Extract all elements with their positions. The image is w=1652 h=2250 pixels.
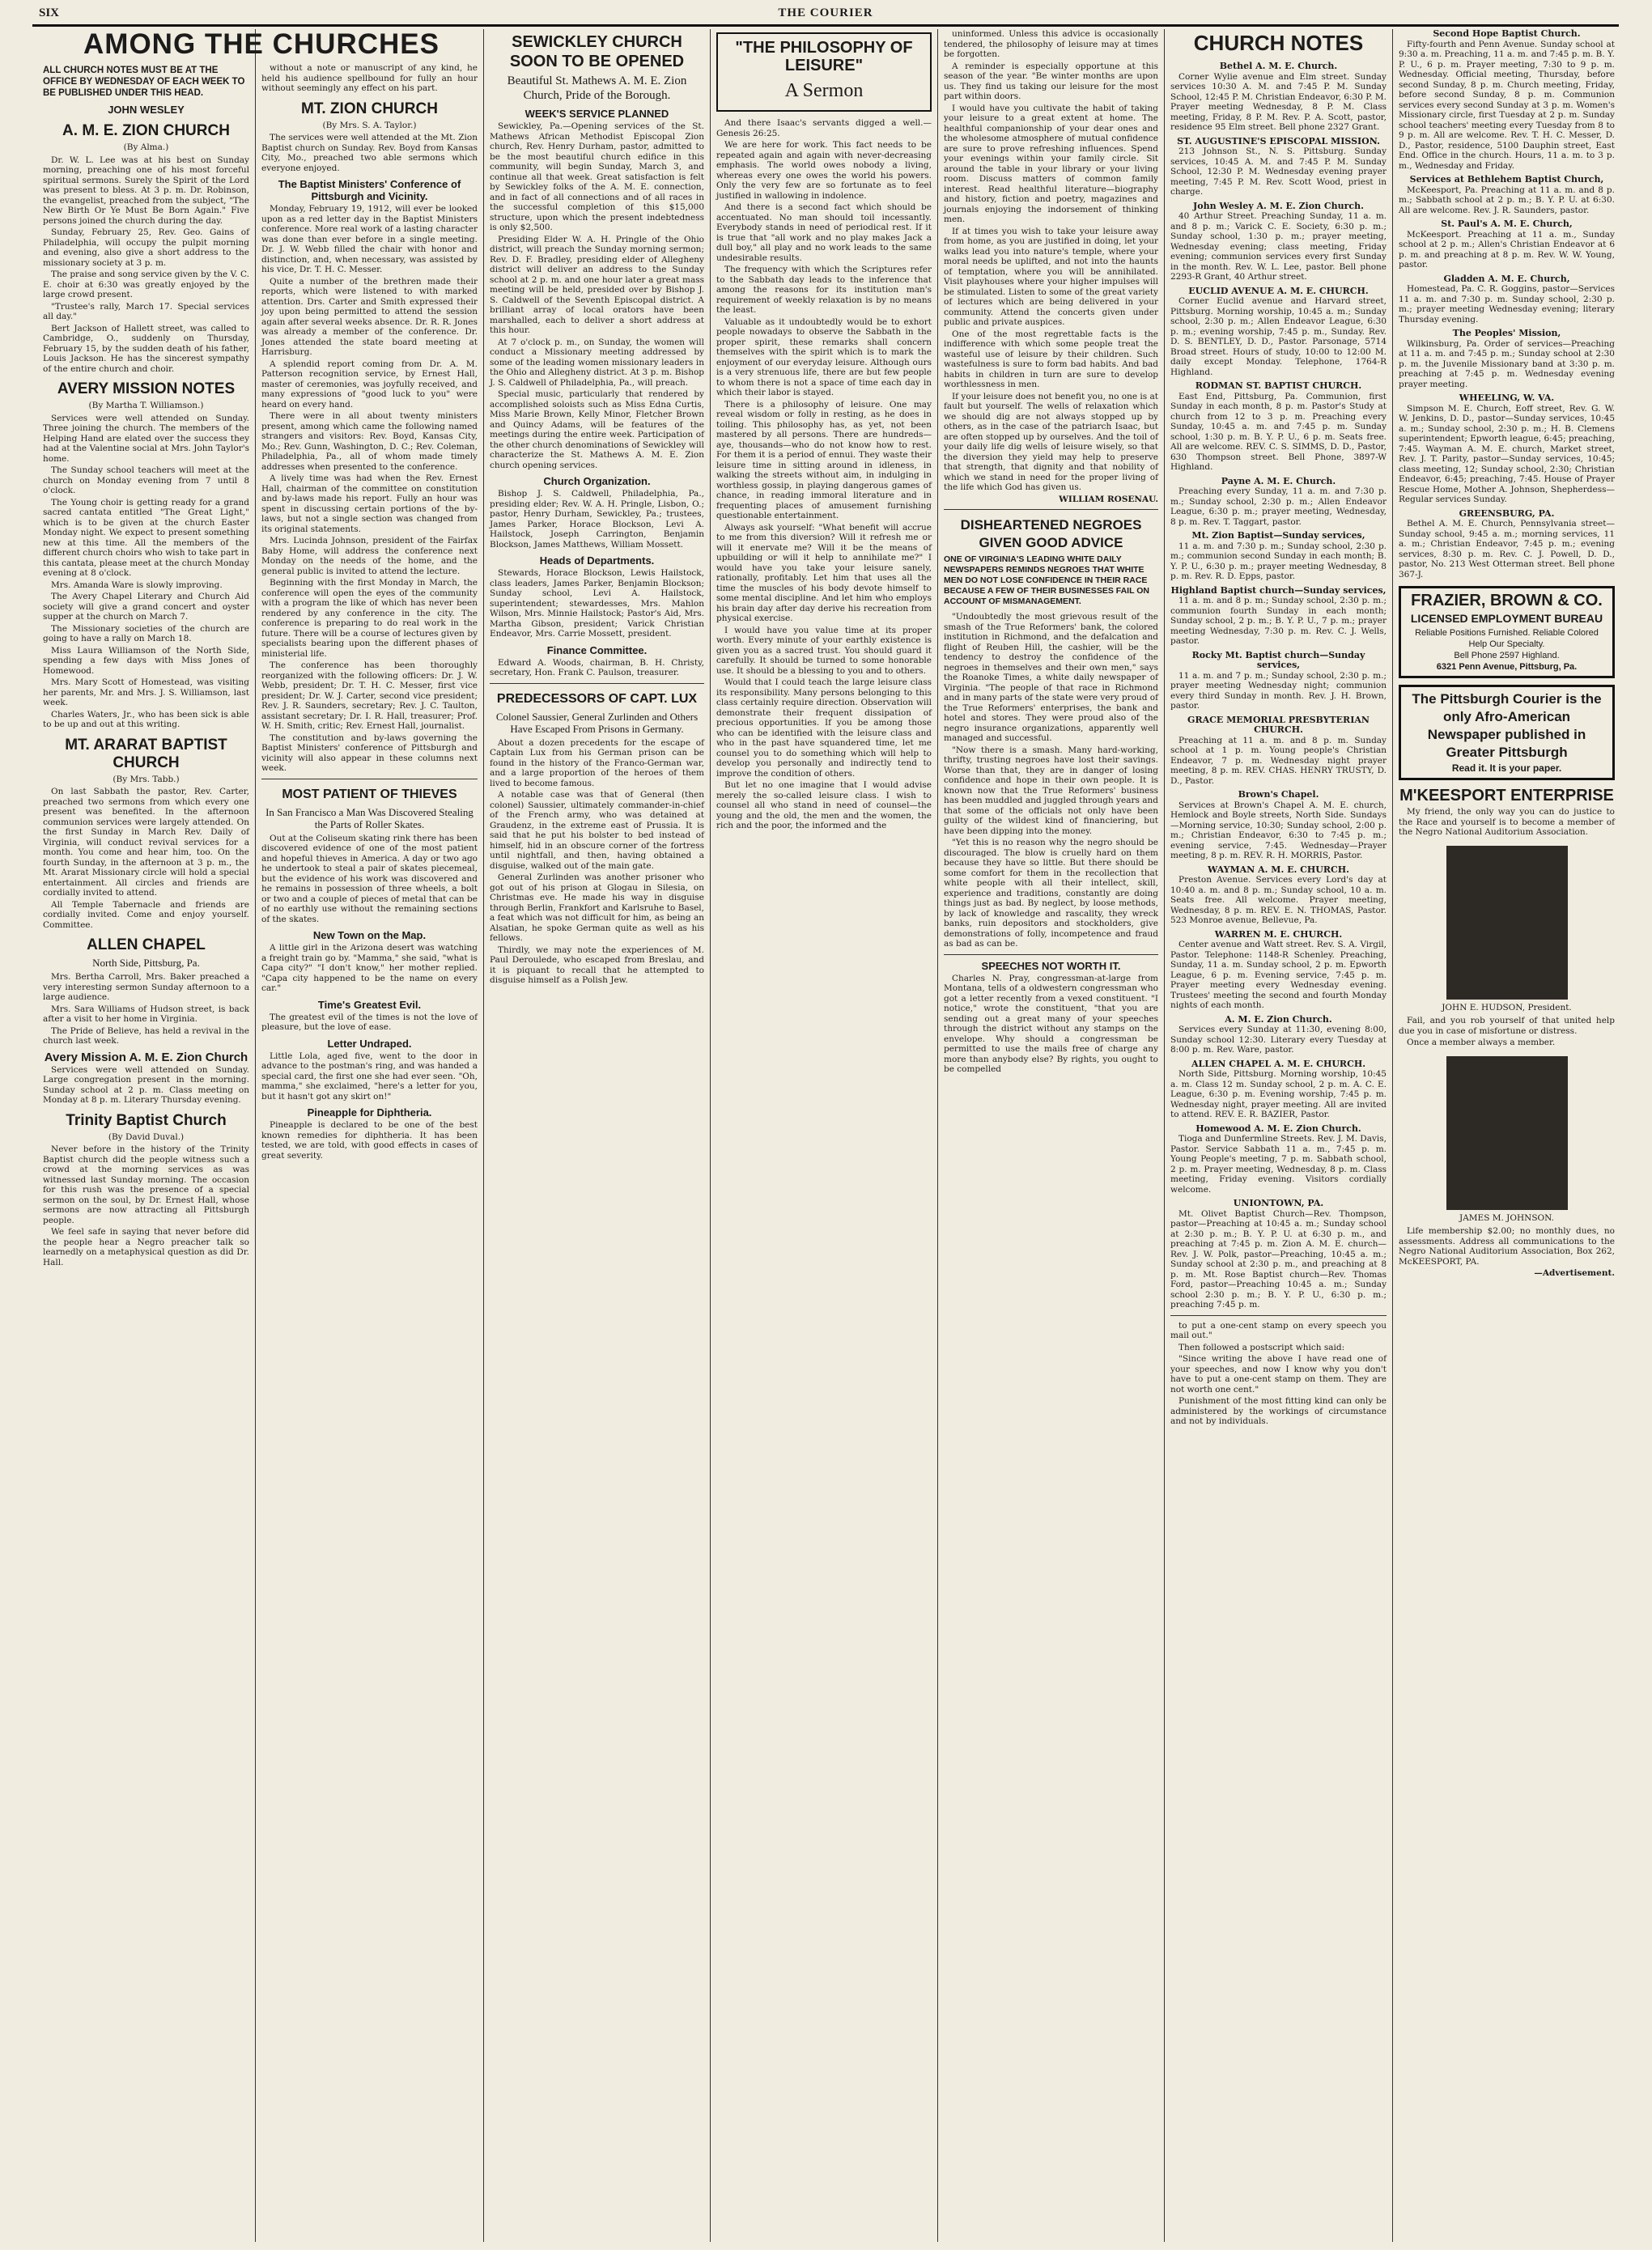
ad-subtext: Read it. It is your paper. bbox=[1451, 762, 1562, 774]
church-listing bbox=[1399, 509, 1615, 580]
paragraph: Miss Laura Williamson of the North Side, spending a few days with Miss Jones of Homewood. bbox=[43, 645, 249, 676]
paragraph: The Sunday school teachers will meet at the church on Monday evening from 7 until 8 o'clock. bbox=[43, 465, 249, 495]
church-schedule: Tioga and Dunfermline Streets. Rev. J. M. Davis, Pastor. Service Sabbath 11 a. m., 7:45 p. m. Young People's meeting, 7 p. m. Sabbath school, 2 p. m. Prayer meeting, Wednesday, 8 p. m. Class meeting, Friday evening. Visitors cordially welcome. bbox=[1170, 1134, 1387, 1195]
article-subhead: North Side, Pittsburg, Pa. bbox=[92, 957, 200, 969]
article-headline: "THE PHILOSOPHY OF LEISURE" bbox=[735, 39, 913, 74]
church-name: GREENSBURG, PA. bbox=[1459, 507, 1555, 519]
section-headline: AMONG THE CHURCHES bbox=[83, 28, 440, 60]
paragraph: The Young choir is getting ready for a grand sacred cantata entitled "The Great Light," which is to be given at the church Easter Monday night. We expect to present something new at this time. All the members of the different church choirs who wish to take part in this cantata, please meet at the church Monday evening at 8 o'clock. bbox=[43, 497, 249, 578]
paragraph: Little Lola, aged five, went to the door in advance to the postman's ring, and was handed a special card, the first one she had ever seen. "Oh, mamma," she exclaimed, "here's a letter for you, but it hasn't got any skirt on!" bbox=[261, 1051, 478, 1102]
paragraph: Punishment of the most fitting kind can only be administered by the workings of circumstance and not by individuals. bbox=[1170, 1396, 1387, 1426]
church-listing bbox=[1170, 202, 1387, 282]
paragraph: One of the most regrettable facts is the indifference with which some people treat the wasteful use of leisure by their children. Such wastefulness is sure to form bad habits. And bad habits in children in turn are sure to develop worthlessness in men. bbox=[944, 329, 1158, 389]
article-headline: MOST PATIENT OF THIEVES bbox=[282, 787, 457, 801]
church-schedule: North Side, Pittsburg. Morning worship, 10:45 a. m. Class 12 m. Sunday school, 2 p. m. A. C. E. League, 6:30 p. m. Evening worship, 7:45 p. m. Wednesday night, prayer meeting. All are invited to attend. REV. E. R. BAZIER, Pastor. bbox=[1170, 1069, 1387, 1119]
church-listing bbox=[1399, 219, 1615, 270]
column-rule bbox=[937, 29, 938, 2242]
article-headline: Trinity Baptist Church bbox=[66, 1111, 227, 1129]
paragraph: "Undoubtedly the most grievous result of the smash of the True Reformers' bank, the colored institution in Richmond, and the defalcation and flight of Reuben Hill, the cashier, will be the tendency to destroy the confidence of the negroes in themselves and their own men," says the Roanoke Times, a white daily newspaper of Virginia. "The people of that race in Richmond and in many parts of the state were very proud of the True Reformers' enterprises, the bank and hotel and stores. They were proud also of the negro insurance organizations, apparently well managed and successful. bbox=[944, 612, 1158, 743]
article-subhead: Beautiful St. Mathews A. M. E. Zion Church, Pride of the Borough. bbox=[507, 74, 687, 102]
paragraph: Never before in the history of the Trinity Baptist church did the people witness such a crowd at the morning services as was witnessed last Sunday morning. The occasion for this rush was the presence of a special sermon on the soul, by Dr. Ernest Hall, whose sermons are now attracting all Pittsburgh people. bbox=[43, 1144, 249, 1225]
paragraph: I would have you cultivate the habit of taking your leisure to a great extent at home. The healthful companionship of your dear ones and the wholesome atmosphere of mutual confidence are sure to prove refreshing influences. Spend your evenings within your family circle. Sit around the table in your library or your living room. Discuss matters of common family interest. Read healthful literature—biography and history, fiction and poetry, magazines and journals enjoying the indorsement of thinking men. bbox=[944, 103, 1158, 224]
paragraph: uninformed. Unless this advice is occasionally tendered, the philosophy of leisure may at times be forgotten. bbox=[944, 29, 1158, 59]
paragraph: Then followed a postscript which said: bbox=[1178, 1342, 1345, 1352]
article-headline: Time's Greatest Evil. bbox=[317, 998, 422, 1011]
page-number: SIX bbox=[39, 6, 60, 19]
paragraph: There is a philosophy of leisure. One may reveal wisdom or folly in resting, as he does in toiling. This philosophy has, as yet, not been mastered by all persons. There are hundreds—aye, thousands—who do not know how to rest. For them it is a period of ennui. They waste their leisure time in sitting around in idleness, in walking the streets without aim, in indulging in worthless gossip, in playing dangerous games of chance, in reading immoral literature and in frequenting places of amusement furnishing questionable entertainment. bbox=[716, 399, 932, 520]
church-listing bbox=[1399, 175, 1615, 215]
paragraph: Edward A. Woods, chairman, B. H. Christy, secretary, Hon. Frank C. Paulson, treasurer. bbox=[490, 657, 704, 677]
church-listing bbox=[1399, 393, 1615, 505]
church-name: Rocky Mt. Baptist church—Sunday services, bbox=[1191, 649, 1365, 670]
paragraph: Life membership $2.00; no monthly dues, no assessments. Address all communications to the Negro National Auditorium Association, Box 262, McKEESPORT, PA. bbox=[1399, 1226, 1615, 1267]
paragraph: The Avery Chapel Literary and Church Aid society will give a grand concert and oyster supper at the church on March 7. bbox=[43, 592, 249, 622]
paragraph: And there Isaac's servants digged a well.—Genesis 26:25. bbox=[716, 118, 932, 138]
church-name: UNIONTOWN, PA. bbox=[1233, 1198, 1324, 1208]
church-schedule: 213 Johnson St., N. S. Pittsburg. Sunday services, 10:45 A. M. and 7:45 P. M. Sunday School, 12:30 P. M. Wednesday evening prayer meeting, 7:45 P. M. Rev. Scott Wood, priest in charge. bbox=[1170, 146, 1387, 197]
church-listing bbox=[1170, 586, 1387, 647]
paragraph: My friend, the only way you can do justice to the Race and yourself is to become a member of the Negro National Auditorium Association. bbox=[1399, 807, 1615, 837]
church-listing bbox=[1170, 137, 1387, 197]
paragraph: Sewickley, Pa.—Opening services of the St. Mathews African Methodist Episcopal Zion church, Rev. Henry Durham, pastor, admitted to be the most beautiful church edifice in this community, will begin Sunday, March 3, and continue all that week. Great satisfaction is felt by Sewickley folks of the A. M. E. connection, and in fact of all connections and of all races in the successful completion of this $15,000 structure, upon which the present indebtedness is only $2,500. bbox=[490, 121, 704, 232]
paragraph: Mrs. Bertha Carroll, Mrs. Baker preached a very interesting sermon Sunday afternoon to a large audience. bbox=[43, 972, 249, 1002]
article-deck: ONE OF VIRGINIA'S LEADING WHITE DAILY NEWSPAPERS REMINDS NEGROES THAT WHITE MEN DO NOT LOSE CONFIDENCE IN THEIR RACE BECAUSE A FEW OF THEIR BUSINESSES FAIL ON ACCOUNT OF MISMANAGEMENT. bbox=[944, 554, 1149, 606]
church-name: Bethel A. M. E. Church. bbox=[1219, 61, 1338, 71]
column-rule bbox=[710, 29, 711, 2242]
church-name: ST. AUGUSTINE'S EPISCOPAL MISSION. bbox=[1177, 135, 1380, 146]
paragraph: Bert Jackson of Hallett street, was called to Cambridge, O., suddenly on Thursday, February 15, by the sudden death of his father, Louis Jackson. He has the sincerest sympathy of the entire church and choir. bbox=[43, 323, 249, 374]
church-name: Mt. Zion Baptist—Sunday services, bbox=[1191, 530, 1365, 541]
church-name: Payne A. M. E. Church. bbox=[1221, 475, 1336, 486]
paragraph: If your leisure does not benefit you, no one is at fault but yourself. The wells of relaxation which we should dig are not always stopped up by others, as in the case of the patriarch Isaac, but are often stopped up by ourselves. And the toil of your daily life dig wells of leisure wisely, so that the diversion they yield may help to preserve that strength, that dignity and that nobility of which we stand in need for the proper living of the life which God has given us. bbox=[944, 391, 1158, 492]
paragraph: I would have you value time at its proper worth. Every minute of your earthly existence is given you as a sacred trust. You should guard it carefully. It should be turned to some honorable use. It should be a blessing to you and to others. bbox=[716, 625, 932, 676]
column-rule bbox=[1392, 29, 1393, 2242]
paragraph: "Yet this is no reason why the negro should be discouraged. The blow is cruelly hard on them because they have so little. But there should be some comfort for them in the recollection that white people with all their intellect, skill, experience and traditions, constantly are doing things just as bad. By neglect, by loose methods, by lack of knowledge and rascality, they wreck banks, ruin depositors and stockholders, give demonstrations of folly, incompetence and fraud as bad as can be. bbox=[944, 838, 1158, 949]
church-name: WHEELING, W. VA. bbox=[1459, 393, 1555, 403]
column-4 bbox=[712, 29, 936, 2242]
byline: (By Martha T. Williamson.) bbox=[88, 401, 204, 410]
article-headline: ALLEN CHAPEL bbox=[87, 936, 206, 953]
paragraph: The constitution and by-laws governing the Baptist Ministers' conference of Pittsburgh and vicinity will also appear in these columns next week. bbox=[261, 732, 478, 773]
paragraph: "Now there is a smash. Many hard-working, thrifty, trusting negroes have lost their savings. Worse than that, they are in danger of losing confidence and hope in their own people. It is known now that the True Reformers' business has been muddled and juggled through years and that some of the officials not only have been guilty of the wildest kind of financiering, but have been dipping into the money. bbox=[944, 745, 1158, 836]
paragraph: Mrs. Mary Scott of Homestead, was visiting her parents, Mr. and Mrs. J. S. Williamson, last week. bbox=[43, 677, 249, 707]
byline: (By Alma.) bbox=[123, 142, 169, 152]
church-listing bbox=[1170, 287, 1387, 378]
divider bbox=[490, 683, 704, 684]
article-subhead: In San Francisco a Man Was Discovered Stealing the Parts of Roller Skates. bbox=[265, 805, 474, 830]
ad-subtitle: LICENSED EMPLOYMENT BUREAU bbox=[1410, 612, 1603, 625]
divider bbox=[1170, 1315, 1387, 1316]
church-schedule: 11 a. m. and 7 p. m.; Sunday school, 2:30 p. m.; prayer meeting Wednesday night; communion every third Sunday in month. Rev. J. H. Brown, pastor. bbox=[1170, 670, 1387, 711]
paragraph: All Temple Tabernacle and friends are cordially invited. Come and enjoy yourself. Committee. bbox=[43, 899, 249, 930]
ad-text: Reliable Positions Furnished. Reliable Colored Help Our Specialty. bbox=[1415, 628, 1599, 649]
church-listing bbox=[1170, 1199, 1387, 1310]
author-signature: WILLIAM ROSENAU. bbox=[1059, 494, 1158, 504]
paragraph: "Trustee's rally, March 17. Special services all day." bbox=[43, 301, 249, 321]
paragraph: A reminder is especially opportune at this season of the year. "Be winter months are upon us. They find us taking our leisure for the most part within doors. bbox=[944, 61, 1158, 101]
paragraph: Charles N. Pray, congressman-at-large from Montana, tells of a oldwestern congressman who got a letter recently from a vexed constituent. "I notice," wrote the constituent, "that you are sending out a great many of your speeches through the district without any stamps on the envelope. Why should a congressman be permitted to use the mails free of charge any more than anybody else? By rights, you ought to be compelled bbox=[944, 973, 1158, 1074]
paragraph: Would that I could teach the large leisure class its responsibility. Many persons belonging to this class certainly require direction. Observation will demonstrate their frequent dissipation of precious opportunities. If you be among those who can be identified with the leisure class and who in the past have squandered time, let me counsel you to do something which will help to develop you personally and indirectly tend to improve the condition of others. bbox=[716, 677, 932, 779]
article-headline: Letter Undraped. bbox=[327, 1037, 412, 1050]
paragraph: The services were well attended at the Mt. Zion Baptist church on Sunday. Rev. Boyd from Kansas City, Mo., preached two able sermons which everyone enjoyed. bbox=[261, 133, 478, 173]
byline: (By David Duval.) bbox=[108, 1131, 185, 1142]
paragraph: Beginning with the first Monday in March, the conference will open the eyes of the community with a program the like of which has never been rendered by any conference in the city. The conference is preparing to do real work in the future. There will be a course of lectures given by specialists bearing upon the different phases of ministerial life. bbox=[261, 578, 478, 659]
paragraph: Services were well attended on Sunday. Large congregation present in the morning. Sunday school at 2 p. m. Class meeting on Monday at 8 p. m. Literary Thursday evening. bbox=[43, 1064, 249, 1105]
paragraph: Mrs. Sara Williams of Hudson street, is back after a visit to her home in Virginia. bbox=[43, 1004, 249, 1024]
church-name: A. M. E. Zion Church. bbox=[1225, 1013, 1332, 1025]
article-headline: A. M. E. ZION CHURCH bbox=[62, 122, 230, 139]
paragraph: And there is a second fact which should be accentuated. No man should toil incessantly. Everybody stands in need of periodical rest. If it is true that "all work and no play makes Jack a dull boy," all play and no work leads to the same undesirable results. bbox=[716, 202, 932, 263]
church-schedule: Preston Avenue. Services every Lord's day at 10:40 a. m. and 8 p. m.; Sunday school, 10 a. m. Seats free. All welcome. Prayer meeting, Wednesday, 8 p. m. REV. E. N. THOMAS, Pastor. 523 Monroe avenue, Bellevue, Pa. bbox=[1170, 875, 1387, 925]
church-schedule: McKeesport. Preaching at 11 a. m., Sunday school at 2 p. m.; Allen's Christian Endeavor at 6 p. m. and preaching at 8 p. m. Rev. W. W. Young, pastor. bbox=[1399, 229, 1615, 270]
church-name: Brown's Chapel. bbox=[1238, 789, 1319, 800]
paper-name: THE COURIER bbox=[778, 6, 873, 19]
paragraph: A little girl in the Arizona desert was watching a freight train go by. "Mamma," she said, "what is Capa city?" "I don't know," her mother replied. "Capa city happened to be the name on every car." bbox=[261, 943, 478, 993]
article-headline: SPEECHES NOT WORTH IT. bbox=[981, 959, 1121, 972]
church-schedule: Corner Euclid avenue and Harvard street, Pittsburg. Morning worship, 10:45 a. m.; Sunday school, 2:30 p. m.; Allen Endeavor League, 6:30 p. m.; evening worship, 7:45 p. m., Sunday. Rev. D. S. BENTLEY, D. D., Pastor. Parsonage, 5714 Broad street. Hours of study, 10:00 to 12:00 M. daily except Monday. Telephone, 1764-R Highland. bbox=[1170, 296, 1387, 377]
church-schedule: Preaching at 11 a. m. and 8 p. m. Sunday school at 1 p. m. Young people's Christian Endeavor, 7 p. m. Wednesday night prayer meeting, 8 p. m. REV. CHAS. HENRY TRUSTY, D. D., Pastor. bbox=[1170, 735, 1387, 786]
church-listing bbox=[1170, 930, 1387, 1011]
church-name: Second Hope Baptist Church. bbox=[1433, 28, 1581, 39]
article-headline: MT. ARARAT BAPTIST CHURCH bbox=[65, 736, 227, 771]
paragraph: Sunday, February 25, Rev. Geo. Gains of Philadelphia, will occupy the pulpit morning and evening, also give a short address to the missionary society at 3 p. m. bbox=[43, 227, 249, 268]
church-listings bbox=[1399, 29, 1615, 579]
paragraph: without a note or manuscript of any kind, he held his audience spellbound for fully an hour without seemingly any effect on his part. bbox=[261, 63, 478, 93]
church-schedule: East End, Pittsburg, Pa. Communion, first Sunday in each month, 8 p. m. Pastor's Study at church from 12 to 3 p. m. Preaching every Sunday, 10:45 a. m. and 7:45 p. m. Sunday school, 1:30 p. m. B. Y. P. U., 6 p. m. Seats free. All are welcome. REV. C. S. SIMMS, D. D., Pastor, 630 Thompson street. Bell Phone, 3897-W Highland. bbox=[1170, 391, 1387, 472]
church-schedule: Corner Wylie avenue and Elm street. Sunday services 10:30 A. M. and 7:45 P. M. Sunday School, 12:45 P. M. Christian Endeavor, 6:30 P. M. Prayer meeting Wednesday, 8 P. M. Class meeting, Friday, 8 P. M. Rev. P. A. Scott, pastor, residence 95 Elm street. Bell phone 2327 Grant. bbox=[1170, 71, 1387, 132]
church-listing bbox=[1170, 715, 1387, 787]
church-listing bbox=[1170, 651, 1387, 711]
paragraph: We feel safe in saying that never before did the people hear a Negro preacher talk so learnedly on a metaphysical question as did Dr. Hall. bbox=[43, 1227, 249, 1267]
paragraph: A notable case was that of General (then colonel) Saussier, ultimately commander-in-chief of the French army, who was detained at Graudenz, in the extreme east of Prussia. It is said that he put his bolster to bed instead of himself, hid in an obscure corner of the fortress until nightfall, and then, having obtained a disguise, walked out of the main gate. bbox=[490, 790, 704, 871]
portrait-photo bbox=[1446, 846, 1568, 1000]
paragraph: Bishop J. S. Caldwell, Philadelphia, Pa., presiding elder; Rev. W. A. H. Pringle, Lisbon, O.; pastor, Henry Durham, Sewickley, Pa.; trustees, James Parker, Horace Blockson, Levi A. Hailstock, Joseph Carrington, Benjamin Blockson, James Matthews, William Mossett. bbox=[490, 489, 704, 550]
paragraph: Mrs. Amanda Ware is slowly improving. bbox=[51, 579, 223, 590]
article-headline: The Baptist Ministers' Conference of Pittsburgh and Vicinity. bbox=[278, 178, 461, 202]
paragraph: Mrs. Lucinda Johnson, president of the Fairfax Baby Home, will address the conference next Monday on the needs of the home, and the general public is invited to attend the lecture. bbox=[261, 536, 478, 576]
paragraph: General Zurlinden was another prisoner who got out of his prison at Glogau in Silesia, on Christmas eve. He made his way in disguise through Berlin, Frankfort and Karlsruhe to Basel, a feat which was not difficult for him, as being an Alsatian, he spoke German quite as well as his fellows. bbox=[490, 872, 704, 943]
paragraph: Dr. W. L. Lee was at his best on Sunday morning, preaching one of his most forceful spiritual sermons. Surely the Spirit of the Lord was present to bless. At 3 p. m. Dr. Robinson, the evangelist, preached from the subject, "The New Birth Or Ye Must Be Born Again." Five persons joined the church during the day. bbox=[43, 155, 249, 226]
paragraph: We are here for work. This fact needs to be repeated again and again with never-decreasing emphasis. The world owes nobody a living, whereas every one owes the world his powers. Only the very few are so fortunate as to feel justified in wallowing in indolence. bbox=[716, 140, 932, 201]
church-schedule: Mt. Olivet Baptist Church—Rev. Thompson, pastor—Preaching at 10:45 a. m.; Sunday school at 2:30 p. m.; B. Y. P. U. at 6:30 p. m., and preaching at 7:45 p. m. Zion A. M. E. church—Rev. J. W. Polk, pastor—Preaching, 10:45 a. m.; Sunday school at 2:30 p. m., and preaching at 8 p. m. Mt. Rose Baptist church—Rev. Thomas Ford, pastor—Preaching 10:45 a. m.; Sunday school 2:30 p. m.; B. Y. P. U., 6:30 p. m.; preaching 7:45 p. m. bbox=[1170, 1208, 1387, 1310]
church-name: EUCLID AVENUE A. M. E. CHURCH. bbox=[1188, 285, 1369, 296]
article-subhead: Colonel Saussier, General Zurlinden and Others Have Escaped From Prisons in Germany. bbox=[495, 710, 699, 735]
church-listing bbox=[1170, 1059, 1387, 1120]
paragraph: Stewards, Horace Blockson, Lewis Hailstock, class leaders, James Parker, Benjamin Blockson; Sunday school, Levi A. Hailstock, superintendent; stewardesses, Mrs. Mahlon Wilson, Mrs. Minnie Hailstock; Pastor's Aid, Mrs. Martha Gibson, president; Varick Christian Endeavor, Mrs. Carrie Mossett, president. bbox=[490, 568, 704, 639]
article-kicker: JOHN WESLEY bbox=[108, 104, 185, 116]
church-listing bbox=[1170, 865, 1387, 926]
paragraph: Special music, particularly that rendered by accomplished soloists such as Miss Edna Curtis, Miss Marie Brown, Kelly Minor, Fletcher Brown and Quincy Adams, will be features of the meetings during the entire week. Participation of the other church denominations of Sewickley will characterize the St. Mathews A. M. E. Zion church opening services. bbox=[490, 389, 704, 470]
divider bbox=[944, 509, 1158, 510]
paragraph: Out at the Coliseum skating rink there has been discovered evidence of one of the most patient and hopeful thieves in America. A day or two ago he undertook to steal a pair of skates piecemeal, but the evidence of his work was discovered and he remains in possession of three wheels, a bolt or two and a couple of pieces of metal that can be of no earthly use without the remaining sections of the skates. bbox=[261, 833, 478, 924]
church-name: WARREN M. E. CHURCH. bbox=[1214, 928, 1343, 940]
church-schedule: 11 a. m. and 7:30 p. m.; Sunday school, 2:30 p. m.; communion second Sunday in each month; B. Y. P. U., 6:30 p. m.; prayer meeting Wednesday, 8 p. m. Rev. R. D. Epps, pastor. bbox=[1170, 541, 1387, 581]
church-listing bbox=[1399, 274, 1615, 325]
photo-caption: JOHN E. HUDSON, President. bbox=[1442, 1002, 1572, 1012]
ad-phone: Bell Phone 2597 Highland. bbox=[1454, 651, 1560, 660]
paragraph: A splendid report coming from Dr. A. M. Patterson recognition service, by Ernest Hall, master of ceremonies, was joyfully received, and many expressions of "good luck to you" were heard on every hand. bbox=[261, 359, 478, 410]
church-listing bbox=[1170, 531, 1387, 582]
church-name: Homewood A. M. E. Zion Church. bbox=[1195, 1123, 1361, 1134]
column-5 bbox=[940, 29, 1162, 2242]
church-schedule: Services every Sunday at 11:30, evening 8:00, Sunday school 12:30. Literary every Tuesday at 8:00 p. m. Rev. Ware, pastor. bbox=[1170, 1025, 1387, 1055]
paragraph: "Since writing the above I have read one of your speeches, and now I know why you don't have to put a one-cent stamp on them. They are not worth one cent." bbox=[1170, 1354, 1387, 1395]
paragraph: The Pride of Believe, has held a revival in the church last week. bbox=[43, 1025, 249, 1046]
ad-address: 6321 Penn Avenue, Pittsburg, Pa. bbox=[1436, 662, 1578, 672]
article-headline: AVERY MISSION NOTES bbox=[57, 380, 236, 397]
church-schedule: Wilkinsburg, Pa. Order of services—Preaching at 11 a. m. and 7:45 p. m.; Sunday school at 2:30 p. m. the Juvenile Missionary band at 3:30 p. m. preaching at 7:45 p. m. Wednesday evening prayer meeting. bbox=[1399, 338, 1615, 389]
church-listing bbox=[1170, 790, 1387, 861]
paragraph: Pineapple is declared to be one of the best known remedies for diphtheria. It has been tested, we are told, with good effects in cases of great severity. bbox=[261, 1120, 478, 1161]
church-name: WAYMAN A. M. E. CHURCH. bbox=[1207, 864, 1350, 875]
column-3 bbox=[486, 29, 708, 2242]
church-listing bbox=[1170, 1015, 1387, 1055]
church-listing bbox=[1399, 29, 1615, 171]
article-headline: New Town on the Map. bbox=[312, 929, 427, 941]
church-schedule: 11 a. m. and 8 p. m.; Sunday school, 2:30 p. m.; communion fourth Sunday in each month; Sunday school, 2 p. m.; B. Y. P. U., 7 p. m.; prayer meeting Wednesday, 7:30 p. m. Rev. C. J. Wells, pastor. bbox=[1170, 596, 1387, 646]
section-headline: M'KEESPORT ENTERPRISE bbox=[1399, 787, 1614, 804]
article-headline: Finance Committee. bbox=[546, 643, 648, 656]
paragraph: There were in all about twenty ministers present, among which came the following named strangers and visitors: Rev. Boyd, Kansas City, Mo.; Rev. Gunn, Washington, D. C.; Rev. Coleman, Philadelphia, Pa., all of whom made timely addresses when presented to the conference. bbox=[261, 411, 478, 472]
church-schedule: Homestead, Pa. C. R. Goggins, pastor—Services 11 a. m. and 7:30 p. m. Sunday school, 2:30 p. m.; prayer meeting Wednesday evening; literary Thursday evening. bbox=[1399, 284, 1615, 325]
paragraph: The Missionary societies of the church are going to have a rally on March 18. bbox=[43, 623, 249, 643]
ad-signature: —Advertisement. bbox=[1534, 1268, 1615, 1278]
ad-title: FRAZIER, BROWN & CO. bbox=[1411, 592, 1603, 609]
column-7 bbox=[1395, 29, 1619, 2242]
article-headline: Pineapple for Diphtheria. bbox=[307, 1106, 432, 1119]
paragraph: Thirdly, we may note the experiences of M. Paul Deroulede, who escaped from Breslau, and it is piquant to recall that he attempted to disguise himself as a Polish Jew. bbox=[490, 945, 704, 985]
paragraph: Valuable as it undoubtedly would be to exhort people nowadays to observe the Sabbath in the proper spirit, these remarks shall concern themselves with the spirit which is to mark the enjoyment of our everyday leisure. Although ours is a very strenuous life, there are but few people to whom there is not a space of time each day in which their labor is stayed. bbox=[716, 316, 932, 397]
church-schedule: Preaching every Sunday, 11 a. m. and 7:30 p. m.; Sunday school, 2:30 p. m.; Allen Endeavor League, 6:30 p. m.; prayer meeting, Wednesday, 8 p. m. Rev. T. Taggart, pastor. bbox=[1170, 486, 1387, 527]
column-rule bbox=[1164, 29, 1165, 2242]
byline: (By Mrs. Tabb.) bbox=[113, 774, 180, 784]
church-schedule: Simpson M. E. Church, Eoff street, Rev. G. W. W. Jenkins, D. D., pastor—Sunday services, 10:45 a. m.; Sunday school, 2:30 p. m.; H. B. Clemens superintendent; Epworth league, 6:45; preaching, 7:45. Wayman A. M. E. church, Market street, Rev. J. T. Parity, pastor—Sunday services, 10:45; class meeting, 12; Sunday school, 2:30; Christian Endeavor, 6:45; preaching, 7:45. House of Prayer Rescue Home, Mother A. Johnson, Shepherdess—Regular services Sunday. bbox=[1399, 403, 1615, 504]
paragraph: to put a one-cent stamp on every speech you mail out." bbox=[1170, 1320, 1387, 1340]
employment-bureau-ad bbox=[1399, 586, 1615, 678]
courier-ad bbox=[1399, 685, 1615, 780]
church-name: Highland Baptist church—Sunday services, bbox=[1170, 584, 1387, 596]
article-headline: DISHEARTENED NEGROES GIVEN GOOD ADVICE bbox=[960, 517, 1142, 550]
column-rule bbox=[255, 29, 256, 2242]
byline: (By Mrs. S. A. Taylor.) bbox=[322, 120, 417, 130]
ad-text: The Pittsburgh Courier is the only Afro-American Newspaper published in Greater Pittsburgh bbox=[1412, 691, 1602, 760]
paragraph: The conference has been thoroughly reorganized with the following officers: Dr. J. W. Webb, president; Dr. T. H. C. Messer, first vice president; Dr. W. J. Carter, second vice president; Rev. J. R. Saunders, secretary; Rev. J. C. Taulton, assistant secretary; Dr. I. R. Hall, treasurer; Prof. W. H. Smith, critic; Rev. Ernest Hall, journalist. bbox=[261, 660, 478, 731]
column-6 bbox=[1166, 29, 1391, 2242]
church-listings bbox=[1170, 62, 1387, 1310]
paragraph: A lively time was had when the Rev. Ernest Hall, chairman of the committee on constitution and by-laws made his report. Fully an hour was spent in discussing certain portions of the by-laws, but not a single section was changed from its original statements. bbox=[261, 473, 478, 534]
church-schedule: Center avenue and Watt street. Rev. S. A. Virgil, Pastor. Telephone: 1148-R Schenley. Preaching, Sunday, 11 a. m. Sunday school, 2 p. m. Epworth League, 6 p. m. Evening service, 7:45 p. m. Prayer meeting every Wednesday evening. Trustees' meeting the second and fourth Monday nights of each month. bbox=[1170, 940, 1387, 1010]
article-headline: PREDECESSORS OF CAPT. LUX bbox=[496, 691, 698, 706]
paragraph: But let no one imagine that I would advise merely the so-called leisure class. I wish to counsel all who stand in need of counsel—the young and the old, the men and the women, the rich and the poor, the informed and the bbox=[716, 780, 932, 830]
page-masthead bbox=[32, 5, 1619, 27]
section-headline: CHURCH NOTES bbox=[1193, 31, 1364, 55]
church-name: RODMAN ST. BAPTIST CHURCH. bbox=[1195, 380, 1362, 391]
divider bbox=[944, 954, 1158, 955]
church-schedule: Services at Brown's Chapel A. M. E. church, Hemlock and Boyle streets, North Side. Sundays—Morning service, 10:30; Sunday school, 2:00 p. m.; Christian Endeavor, 6:30 to 7:45 p. m.; evening service, 7:45. Wednesday—Prayer meeting, 8 p. m. REV. R. H. MORRIS, Pastor. bbox=[1170, 800, 1387, 860]
paragraph: Always ask yourself: "What benefit will accrue to me from this diversion? Will it refresh me or will it enervate me? Will it be the means of upbuilding or will it help to annihilate me?" I would have you take your leisure sanely, rationally, profitably. Let him that uses all the time the muscles of his body devote himself to some mental discipline. And let him who employs his brain day after day derive his recreation from physical exercise. bbox=[716, 522, 932, 623]
church-name: John Wesley A. M. E. Zion Church. bbox=[1193, 200, 1364, 211]
article-headline: Heads of Departments. bbox=[539, 554, 655, 567]
paragraph: About a dozen precedents for the escape of Captain Lux from his German prison can be found in the history of the Franco-German war, and a large proportion of the heroes of them lived to become famous. bbox=[490, 737, 704, 788]
church-name: St. Paul's A. M. E. Church, bbox=[1441, 219, 1573, 229]
church-listing bbox=[1170, 1124, 1387, 1195]
article-headline: SEWICKLEY CHURCH SOON TO BE OPENED bbox=[509, 33, 685, 70]
church-listing bbox=[1170, 62, 1387, 133]
church-schedule: 40 Arthur Street. Preaching Sunday, 11 a. m. and 8 p. m.; Varick C. E. Society, 6:30 p. m.; Sunday school, 1:30 p. m.; prayer meeting, Wednesday evening; class meeting, Friday evening; communion services every first Sunday in the month. Rev. W. L. Lee, pastor. Bell phone 2293-R Grant, 40 Arthur street. bbox=[1170, 211, 1387, 282]
church-schedule: Fifty-fourth and Penn Avenue. Sunday school at 9:30 a. m. Preaching, 11 a. m. and 7:45 p. m. B. Y. P. U., 6 p. m. Prayer meeting, 7:30 to 9 p. m. Wednesday. Official meeting, Thursday, before second Sunday, 8 p. m. Church meeting, Friday, before second Sunday, 8 p. m. Communion services every second Sunday at 3 p. m. Women's Missionary circle, first Tuesday at 2 p. m. Sunday school teachers' meeting every Tuesday from 8 to 9 p. m. All are welcome. Rev. T. H. C. Messer, D. D., Pastor, residence, 5100 Dauphin street, East End. Office in the church. Hours, 11 a. m. to 3 p. m., Wednesday and Friday. bbox=[1399, 39, 1615, 171]
paragraph: Charles Waters, Jr., who has been sick is able to be up and out at this writing. bbox=[43, 709, 249, 729]
article-subhead: WEEK'S SERVICE PLANNED bbox=[524, 108, 669, 120]
submission-notice: ALL CHURCH NOTES MUST BE AT THE OFFICE BY WEDNESDAY OF EACH WEEK TO BE PUBLISHED UNDER THIS HEAD. bbox=[43, 66, 245, 98]
church-schedule: McKeesport, Pa. Preaching at 11 a. m. and 8 p. m.; Sabbath school at 2 p. m.; B. Y. P. U. at 6:30. All are welcome. Rev. J. R. Saunders, pastor. bbox=[1399, 185, 1615, 215]
paragraph: The frequency with which the Scriptures refer to the Sabbath day leads to the inference that among the reasons for its institution man's requirement of weekly relaxation is by no means the least. bbox=[716, 265, 932, 315]
paragraph: The greatest evil of the times is not the love of pleasure, but the love of ease. bbox=[261, 1012, 478, 1032]
paragraph: Presiding Elder W. A. H. Pringle of the Ohio district, will preach the Sunday morning sermon; Rev. D. F. Bradley, presiding elder of Allegheny district will deliver an address to the Sunday school at 2 p. m. and one hour later a great mass meeting will be held, presided over by Bishop J. S. Caldwell of the Seventh Episcopal district. A brilliant array of local orators have been marshalled, each to deliver a short address at this hour. bbox=[490, 234, 704, 335]
paragraph: Monday, February 19, 1912, will ever be looked upon as a red letter day in the Baptist Ministers conference. More real work of a lasting character was done than ever before in a single meeting. Dr. J. W. Webb filled the chair with honor and distinction, and, when necessary, was assisted by his vice, Dr. T. H. C. Messer. bbox=[261, 204, 478, 274]
paragraph: Quite a number of the brethren made their reports, which were listened to with marked attention. Drs. Carter and Smith expressed their joy upon being permitted to attend the session again after several weeks absence. Dr. R. R. Jones was already a member of the conference. Dr. Jones attended the state board meeting at Harrisburg. bbox=[261, 276, 478, 357]
photo-caption: JAMES M. JOHNSON. bbox=[1459, 1212, 1554, 1223]
paragraph: If at times you wish to take your leisure away from home, as you are justified in doing, let your walks lead you into nature's temple, where your moral needs be uplifted, and not into the haunts of temptation, where you will be annihilated. Visit playhouses where your higher impulses will be stimulated. Listen to some of the great variety of lectures which are being delivered in your community. Attend the concerts given under public and private auspices. bbox=[944, 226, 1158, 327]
church-name: ALLEN CHAPEL A. M. E. CHURCH. bbox=[1191, 1058, 1366, 1069]
paragraph: At 7 o'clock p. m., on Sunday, the women will conduct a Missionary meeting addressed by some of the leading women missionary leaders in the Ohio and Allegheny district. At 3 p. m. Bishop J. S. Caldwell of Philadelphia, Pa., will preach. bbox=[490, 337, 704, 388]
column-2 bbox=[257, 29, 482, 2242]
article-headline: Church Organization. bbox=[543, 475, 651, 487]
paragraph: Fail, and you rob yourself of that united help due you in case of misfortune or distress. bbox=[1399, 1016, 1615, 1036]
article-subhead: A Sermon bbox=[784, 80, 864, 101]
article-headline: Avery Mission A. M. E. Zion Church bbox=[44, 1050, 248, 1064]
church-name: Gladden A. M. E. Church, bbox=[1443, 273, 1570, 284]
church-schedule: Bethel A. M. E. Church, Pennsylvania street—Sunday school, 9:45 a. m.; morning services, 11 a. m.; Christian Endeavor, 7:45 p. m.; evening services, 8:30 p. m. Rev. C. J. Powell, D. D., pastor, No. 213 West Otterman street. Bell phone 367-J. bbox=[1399, 519, 1615, 579]
sermon-title-box bbox=[716, 32, 932, 112]
church-name: The Peoples' Mission, bbox=[1452, 328, 1561, 338]
article-headline: MT. ZION CHURCH bbox=[301, 100, 438, 117]
church-listing bbox=[1170, 477, 1387, 528]
paragraph: The praise and song service given by the V. C. E. choir at 6:30 was greatly enjoyed by the large crowd present. bbox=[43, 270, 249, 299]
paragraph: On last Sabbath the pastor, Rev. Carter, preached two sermons from which every one present was benefited. In the afternoon communion services were largely attended. On the first Sunday in March Rev. Daily of Virginia, will conduct revival services for a month. You come and hear him, too. On the fourth Sunday, in the afternoon at 3 p. m., the Mt. Ararat Missionary circle will hold a special entertainment. All circles and friends are cordially invited to attend. bbox=[43, 787, 249, 898]
column-rule bbox=[483, 29, 484, 2242]
church-name: Services at Bethlehem Baptist Church, bbox=[1409, 174, 1604, 185]
church-name: GRACE MEMORIAL PRESBYTERIAN CHURCH. bbox=[1187, 714, 1370, 735]
paragraph: Services were well attended on Sunday. Three joining the church. The members of the Helping Hand are elated over the success they had at the Valentine social at Mrs. John Taylor's home. bbox=[43, 413, 249, 464]
church-listing bbox=[1170, 381, 1387, 473]
church-listing bbox=[1399, 329, 1615, 389]
paragraph: Once a member always a member. bbox=[1407, 1038, 1556, 1047]
portrait-photo bbox=[1446, 1056, 1568, 1210]
